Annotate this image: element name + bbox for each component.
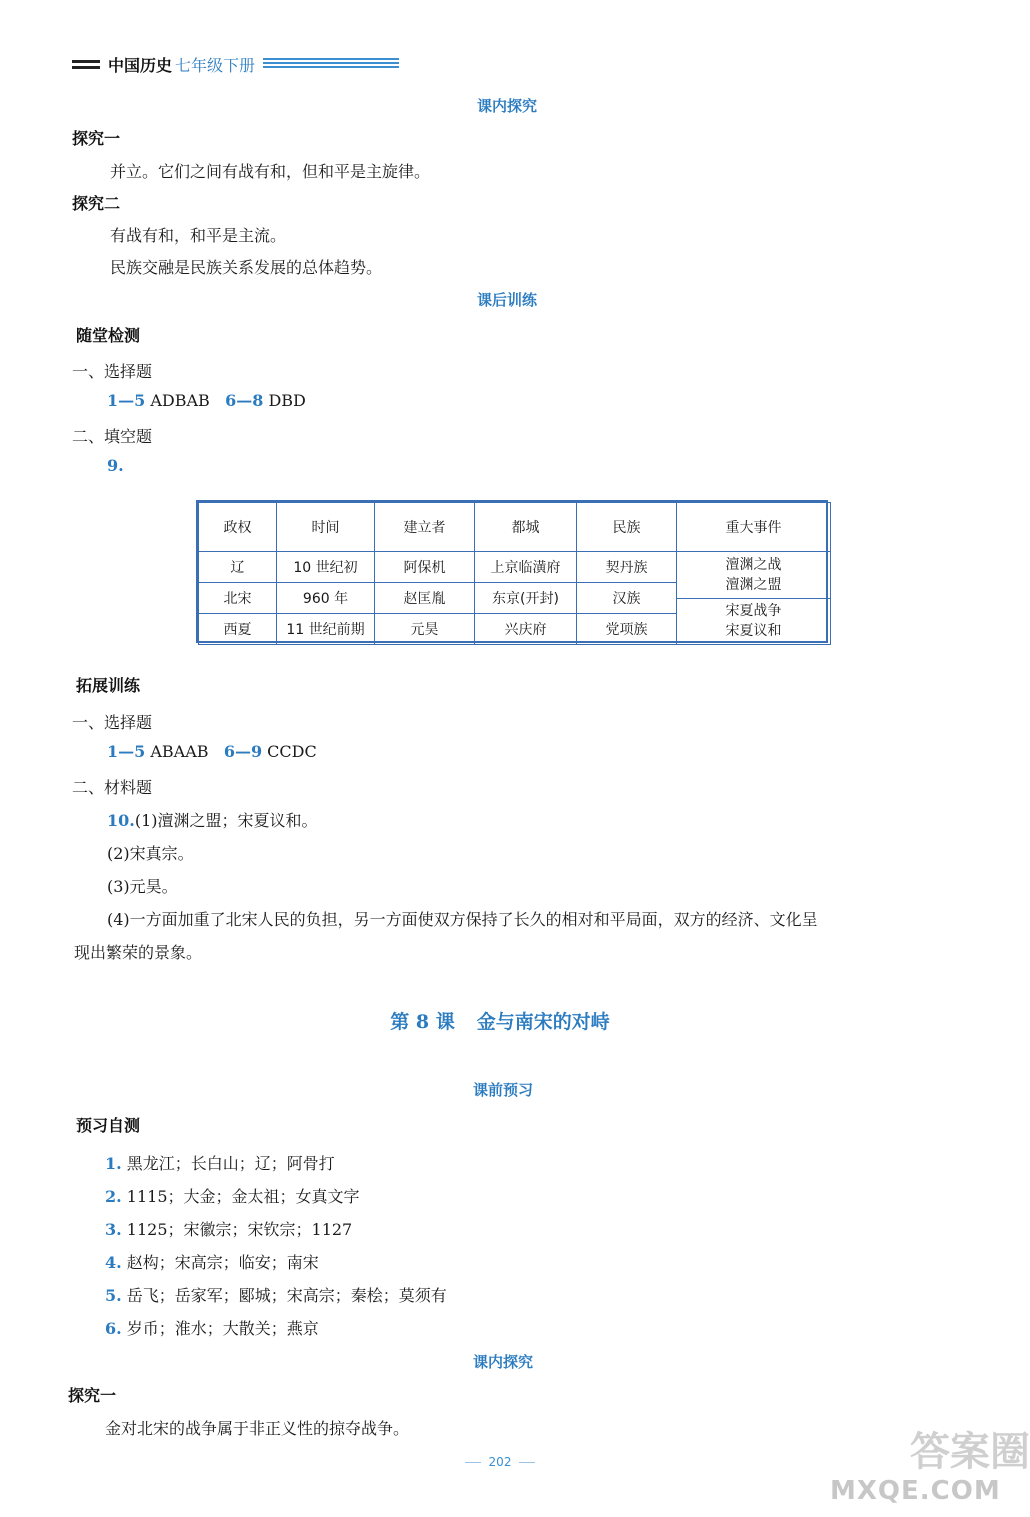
section-heading-kenei: 课内探究 [477, 97, 538, 115]
yuxi-title: 预习自测 [76, 1116, 141, 1135]
suitang-title: 随堂检测 [76, 326, 141, 345]
list-item [105, 1283, 447, 1306]
table-cell: 兴庆府 [475, 614, 577, 645]
watermark-logo [800, 1418, 1030, 1508]
table-header-cell: 时间 [277, 503, 375, 552]
table-cell: 赵匡胤 [375, 583, 475, 614]
suitang-q1-answers [107, 391, 306, 410]
tuozhan-q1-answers [107, 742, 317, 761]
item-text: 岁币；淮水；大散关；燕京 [126, 1319, 319, 1338]
explore2-line2: 民族交融是民族关系发展的总体趋势。 [110, 258, 383, 277]
tuozhan-q1-heading: 一、选择题 [72, 713, 153, 732]
list-item [105, 1217, 352, 1240]
answer-text: (1)澶渊之盟；宋夏议和。 [134, 811, 318, 830]
item-number: 6. [105, 1319, 122, 1338]
question-10-part4-line2: 现出繁荣的景象。 [74, 943, 203, 962]
question-10-number: 10. [107, 811, 135, 830]
table-cell: 上京临潢府 [475, 552, 577, 583]
table-cell: 北宋 [199, 583, 277, 614]
event-item: 宋夏战争 [725, 603, 782, 620]
table-row [199, 552, 831, 583]
answer-letters: ADBAB [150, 391, 210, 410]
table-header-cell: 民族 [577, 503, 677, 552]
table-cell: 党项族 [577, 614, 677, 645]
watermark-url: MXQE.COM [830, 1476, 1001, 1506]
section-heading-keqian: 课前预习 [473, 1081, 534, 1099]
explore1-text: 并立。它们之间有战有和，但和平是主旋律。 [110, 162, 431, 181]
question-10-part4-line1: (4)一方面加重了北宋人民的负担，另一方面使双方保持了长久的相对和平局面，双方的经济、文化呈 [107, 910, 818, 929]
regimes-table [196, 500, 828, 643]
item-text: 1125；宋徽宗；宋钦宗；1127 [126, 1220, 353, 1239]
table-cell: 11 世纪前期 [277, 614, 375, 645]
event-item: 澶渊之盟 [725, 576, 782, 593]
answer-letters: DBD [268, 391, 306, 410]
answer-letters: CCDC [267, 742, 317, 761]
event-item: 澶渊之战 [725, 556, 782, 573]
explore2-line1: 有战有和，和平是主流。 [110, 226, 287, 245]
table-cell: 10 世纪初 [277, 552, 375, 583]
answer-range: 6—9 [223, 742, 263, 761]
lesson-number: 第 8 课 [390, 1011, 455, 1033]
header-grade: 七年级下册 [175, 55, 256, 75]
header-stripes-decoration [263, 58, 399, 70]
page-number-text: 202 [488, 1455, 512, 1469]
table-header-row [199, 503, 831, 552]
events-group-song-xia [677, 598, 830, 645]
question-10-part3: (3)元昊。 [107, 877, 178, 896]
event-item: 宋夏议和 [725, 623, 782, 640]
table-header-cell: 重大事件 [677, 503, 831, 552]
explore1-title: 探究一 [72, 129, 121, 148]
answer-range: 6—8 [225, 391, 264, 410]
table-cell: 元昊 [375, 614, 475, 645]
lesson-title [0, 1007, 1000, 1034]
question-9-number: 9. [107, 456, 124, 475]
list-item [105, 1316, 319, 1339]
header-bars-icon [72, 60, 100, 69]
table-header-cell: 建立者 [375, 503, 475, 552]
suitang-q1-heading: 一、选择题 [72, 362, 153, 381]
lesson8-explore1-title: 探究一 [68, 1386, 117, 1405]
item-text: 1115；大金；金太祖；女真文字 [126, 1187, 360, 1206]
section-heading-kenei-2: 课内探究 [473, 1353, 534, 1371]
tuozhan-q2-heading: 二、材料题 [72, 778, 153, 797]
table-header-cell: 都城 [475, 503, 577, 552]
item-number: 1. [105, 1154, 122, 1173]
item-number: 2. [105, 1187, 122, 1206]
watermark-mark: 答案圈 [910, 1429, 1030, 1475]
explore2-title: 探究二 [72, 194, 121, 213]
suitang-q2-heading: 二、填空题 [72, 427, 153, 446]
item-text: 赵构；宋高宗；临安；南宋 [126, 1253, 319, 1272]
table-cell: 西夏 [199, 614, 277, 645]
lesson-name: 金与南宋的对峙 [476, 1011, 610, 1033]
running-header [72, 53, 399, 75]
answer-range: 1—5 [107, 391, 146, 410]
header-book-title: 中国历史 [108, 55, 173, 75]
item-text: 岳飞；岳家军；郾城；宋高宗；秦桧；莫须有 [126, 1286, 447, 1305]
list-item [105, 1151, 335, 1174]
question-10-part2: (2)宋真宗。 [107, 844, 194, 863]
item-number: 4. [105, 1253, 122, 1272]
section-heading-kehou: 课后训练 [477, 291, 538, 309]
lesson8-explore1-text: 金对北宋的战争属于非正义性的掠夺战争。 [105, 1419, 410, 1438]
events-cell [677, 552, 831, 645]
list-item [105, 1184, 360, 1207]
table-cell: 东京(开封) [475, 583, 577, 614]
table-cell: 辽 [199, 552, 277, 583]
answer-letters: ABAAB [150, 742, 209, 761]
list-item [105, 1250, 319, 1273]
table-cell: 契丹族 [577, 552, 677, 583]
table-header-cell: 政权 [199, 503, 277, 552]
table-cell: 960 年 [277, 583, 375, 614]
item-number: 3. [105, 1220, 122, 1239]
table-cell: 汉族 [577, 583, 677, 614]
item-number: 5. [105, 1286, 122, 1305]
table-cell: 阿保机 [375, 552, 475, 583]
tuozhan-title: 拓展训练 [76, 676, 141, 695]
item-text: 黑龙江；长白山；辽；阿骨打 [126, 1154, 335, 1173]
question-10-part1 [107, 808, 318, 831]
events-group-liao-song [677, 552, 830, 598]
answer-range: 1—5 [107, 742, 146, 761]
